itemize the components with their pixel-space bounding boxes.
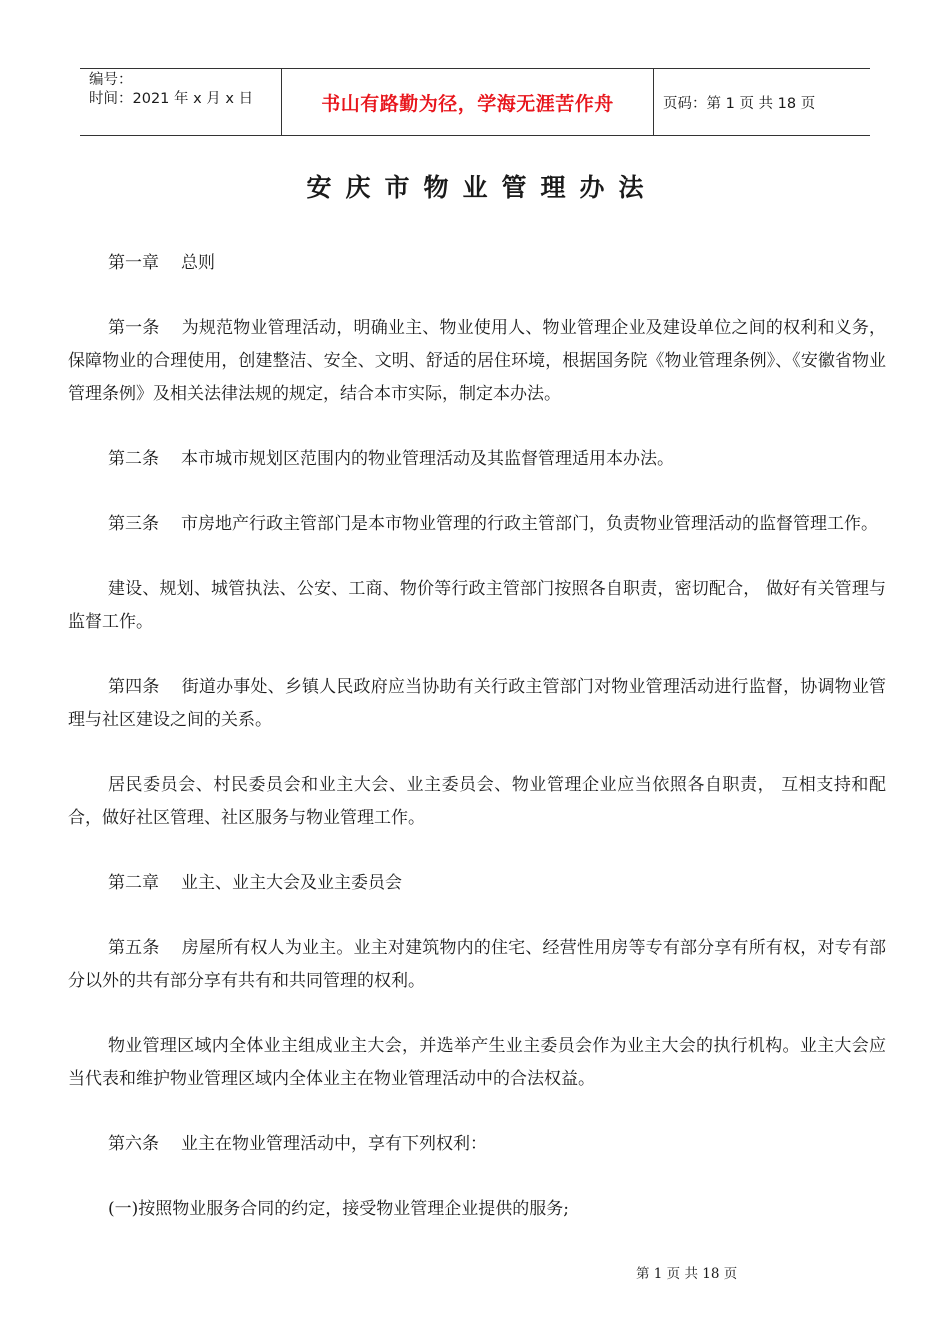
header-info-cell bbox=[80, 69, 281, 135]
document-body bbox=[68, 247, 886, 1258]
paragraph-text: 建设、规划、城管执法、公安、工商、物价等行政主管部门按照各自职责，密切配合， 做好有关管理与监督工作。 bbox=[68, 579, 886, 632]
paragraph-text: 总则 bbox=[181, 253, 215, 273]
paragraph-text: 为规范物业管理活动，明确业主、物业使用人、物业管理企业及建设单位之间的权利和义务，保障物业的合理使用，创建整洁、安全、文明、舒适的居住环境，根据国务院《物业管理条例》、《安徽省物业管理条例》及相关法律法规的规定，结合本市实际，制定本办法。 bbox=[68, 318, 886, 404]
paragraph-lead: 第三条 bbox=[108, 514, 159, 534]
paragraph-lead: 第一条 bbox=[108, 318, 160, 338]
paragraph bbox=[68, 1030, 886, 1096]
paragraph bbox=[68, 769, 886, 835]
paragraph bbox=[68, 867, 886, 900]
paragraph bbox=[68, 573, 886, 639]
document-number-label: 编号： bbox=[89, 72, 133, 88]
paragraph-text: 业主、业主大会及业主委员会 bbox=[181, 873, 402, 893]
paragraph-text: 本市城市规划区范围内的物业管理活动及其监督管理适用本办法。 bbox=[181, 449, 674, 469]
document-header bbox=[80, 68, 870, 136]
paragraph-text: 物业管理区域内全体业主组成业主大会，并选举产生业主委员会作为业主大会的执行机构。业主大会应当代表和维护物业管理区域内全体业主在物业管理活动中的合法权益。 bbox=[68, 1036, 886, 1089]
paragraph-text: 房屋所有权人为业主。业主对建筑物内的住宅、经营性用房等专有部分享有所有权，对专有部分以外的共有部分享有共有和共同管理的权利。 bbox=[68, 938, 886, 991]
paragraph-lead: 第一章 bbox=[108, 253, 159, 273]
document-title: 安庆市物业管理办法 bbox=[306, 173, 658, 202]
header-page-label: 页码：第 1 页 共 18 页 bbox=[663, 95, 816, 112]
paragraph-lead: 第二章 bbox=[108, 873, 159, 893]
paragraph-text: 街道办事处、乡镇人民政府应当协助有关行政主管部门对物业管理活动进行监督，协调物业管理与社区建设之间的关系。 bbox=[68, 677, 886, 730]
paragraph bbox=[68, 671, 886, 737]
paragraph bbox=[68, 508, 886, 541]
paragraph bbox=[68, 247, 886, 280]
paragraph-text: 业主在物业管理活动中，享有下列权利： bbox=[181, 1134, 487, 1154]
paragraph-lead: 第五条 bbox=[108, 938, 160, 958]
document-time-label: 时间：2021 年 x 月 x 日 bbox=[89, 91, 254, 107]
paragraph bbox=[68, 1193, 886, 1226]
page-footer: 第 1 页 共 18 页 bbox=[636, 1266, 738, 1282]
paragraph-lead: 第二条 bbox=[108, 449, 159, 469]
paragraph-text: (一)按照物业服务合同的约定，接受物业管理企业提供的服务; bbox=[108, 1199, 569, 1219]
paragraph bbox=[68, 1128, 886, 1161]
paragraph-text: 居民委员会、村民委员会和业主大会、业主委员会、物业管理企业应当依照各自职责， 互相支持和配合，做好社区管理、社区服务与物业管理工作。 bbox=[68, 775, 886, 828]
paragraph bbox=[68, 312, 886, 411]
paragraph bbox=[68, 443, 886, 476]
paragraph-lead: 第六条 bbox=[108, 1134, 159, 1154]
header-motto: 书山有路勤为径，学海无涯苦作舟 bbox=[281, 69, 654, 135]
paragraph-lead: 第四条 bbox=[108, 677, 160, 697]
paragraph bbox=[68, 932, 886, 998]
paragraph-text: 市房地产行政主管部门是本市物业管理的行政主管部门，负责物业管理活动的监督管理工作。 bbox=[181, 514, 878, 534]
